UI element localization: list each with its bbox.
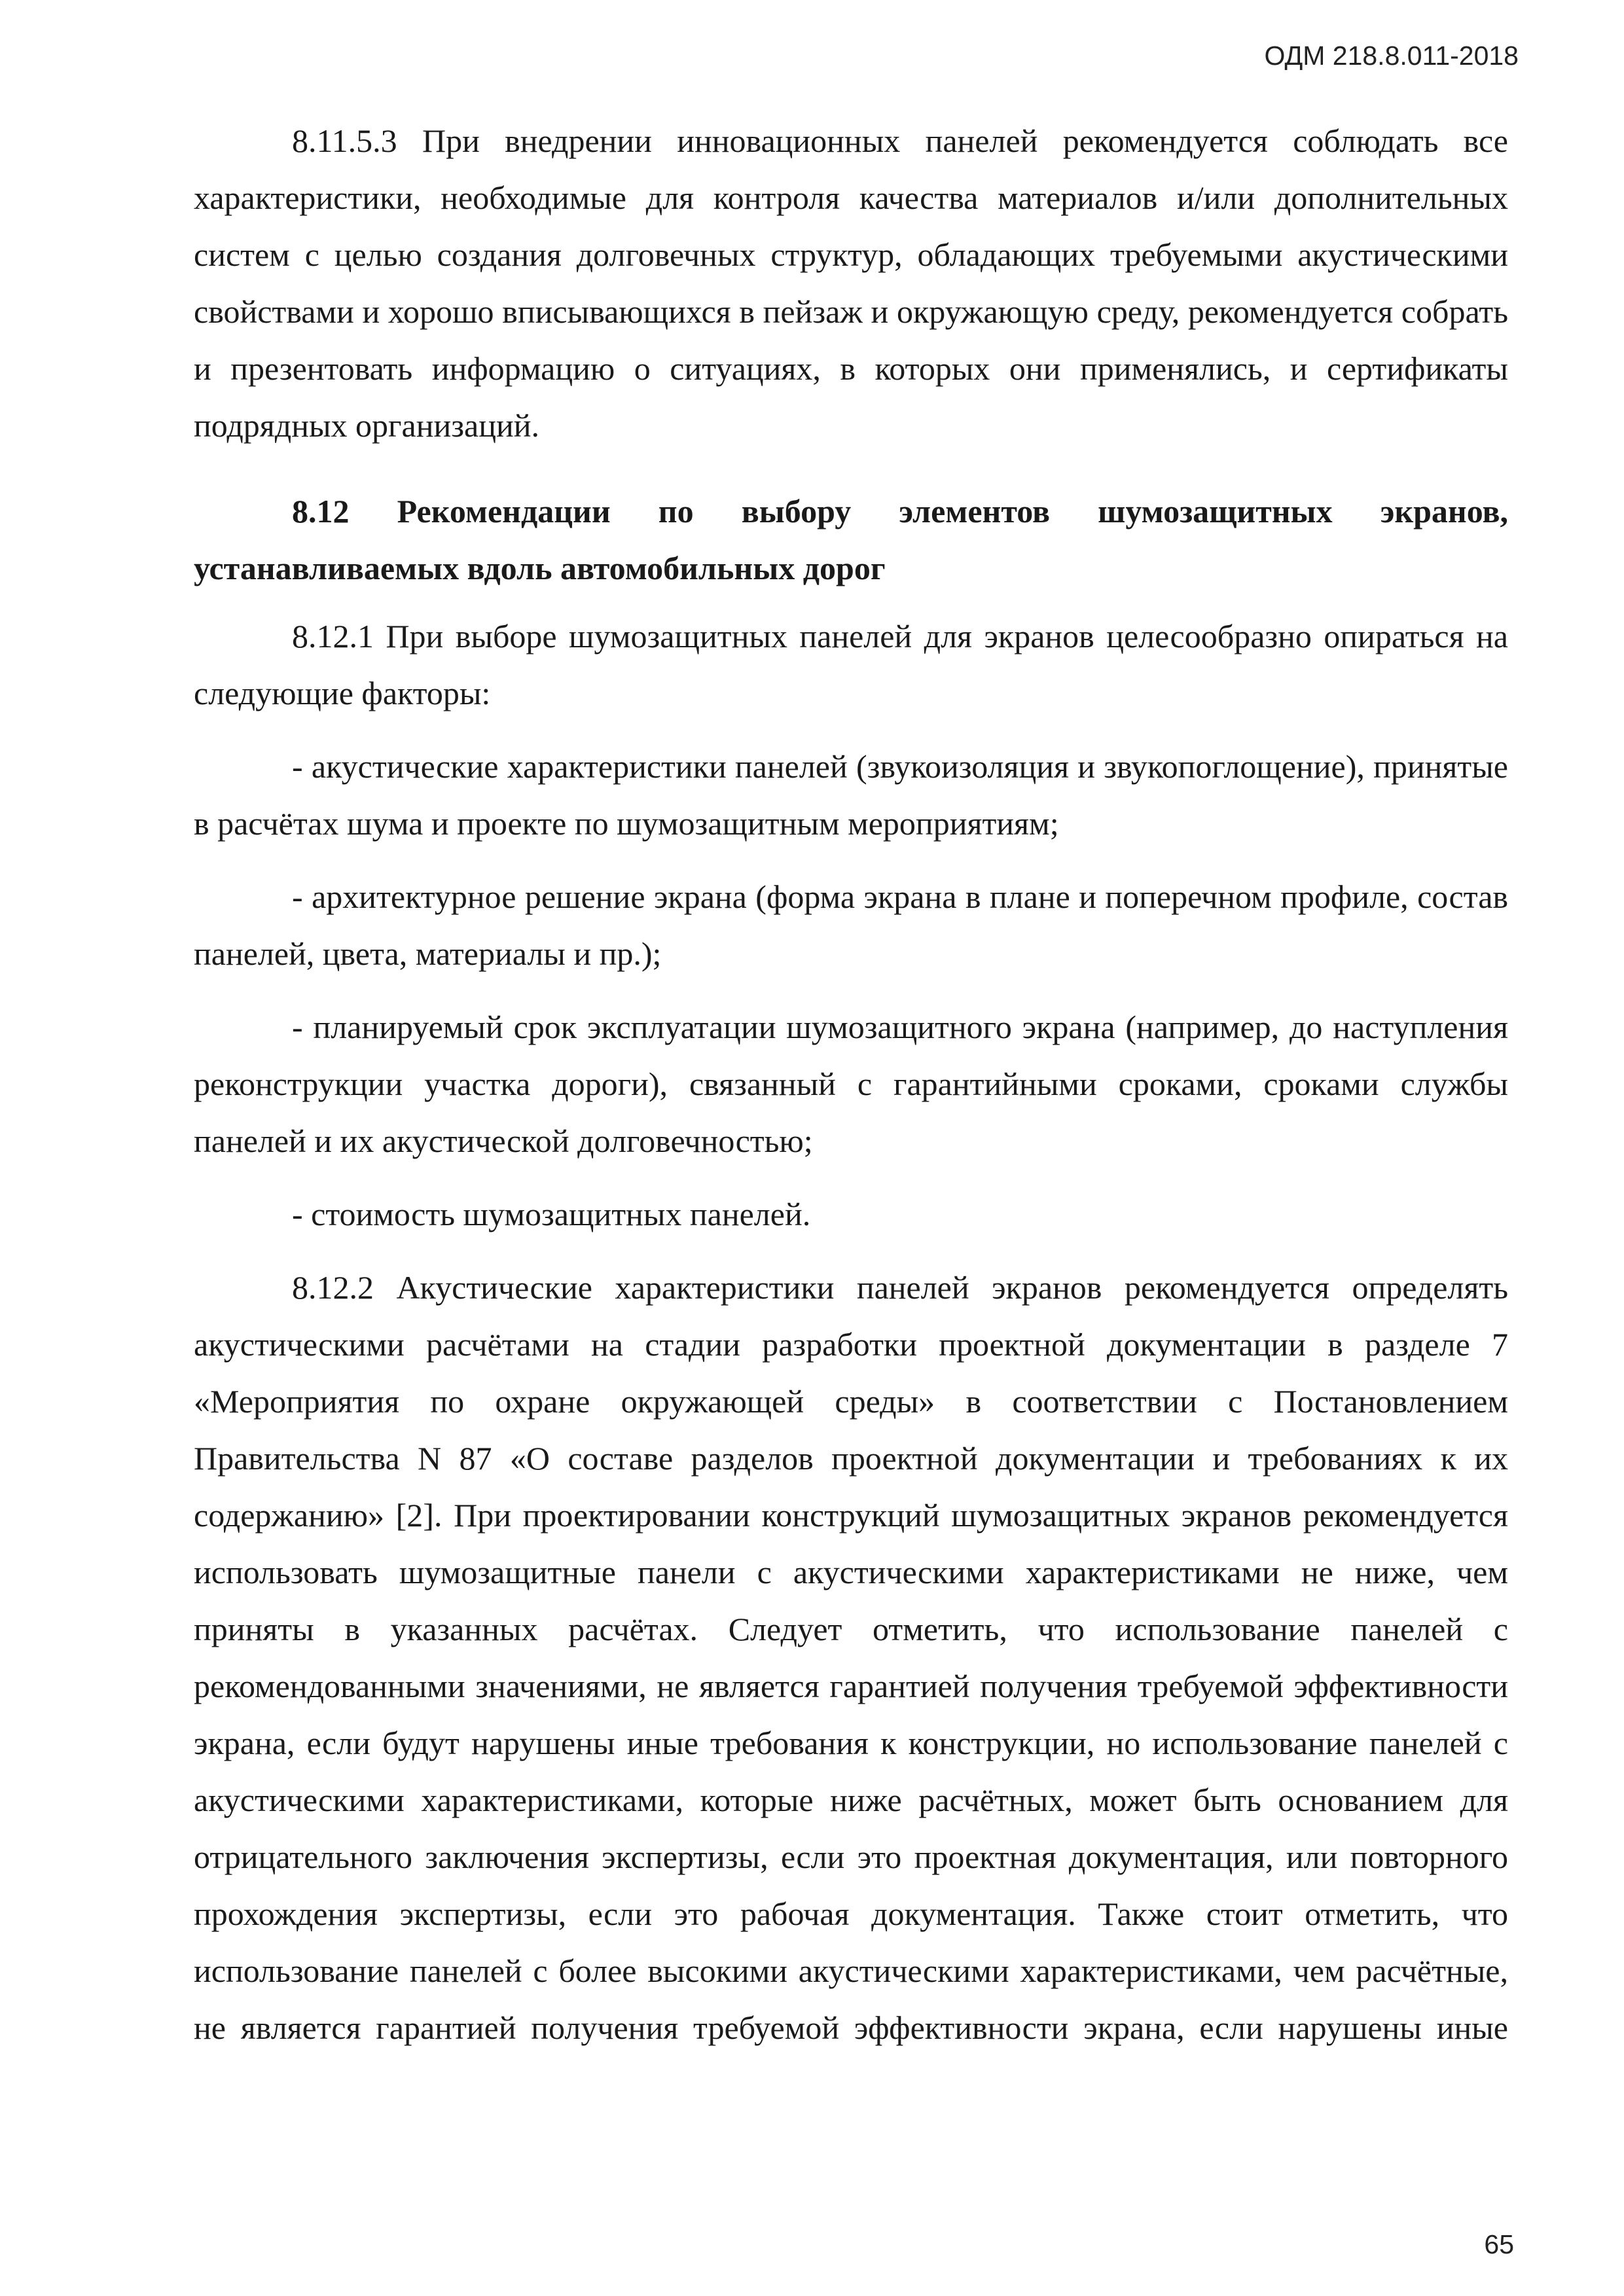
section-heading-8-12: 8.12 Рекомендации по выбору элементов шумозащитных экранов, устанавливаемых вдоль автомобильных дорог bbox=[194, 493, 1508, 586]
list-item: - планируемый срок эксплуатации шумозащитного экрана (например, до наступления реконструкции участка дороги), связанный с гарантийными сроками, сроками службы панелей и их акустической долговечностью; bbox=[194, 1009, 1508, 1159]
document-code-header: ОДМ 218.8.011-2018 bbox=[1264, 41, 1519, 71]
list-item: - архитектурное решение экрана (форма экрана в плане и поперечном профиле, состав панелей, цвета, материалы и пр.); bbox=[194, 878, 1508, 972]
paragraph-8-12-2: 8.12.2 Акустические характеристики панелей экранов рекомендуется определять акустическими расчётами на стадии разработки проектной документации в разделе 7 «Мероприятия по охране окружающей среды» в соответствии с Постановлением Правительства N 87 «О составе разделов проектной документации и требованиях к их содержанию» [2]. При проектировании конструкций шумозащитных экранов рекомендуется использовать шумозащитные панели с акустическими характеристиками не ниже, чем приняты в указанных расчётах. Следует отметить, что использование панелей с рекомендованными значениями, не является гарантией получения требуемой эффективности экрана, если будут нарушены иные требования к конструкции, но использование панелей с акустическими характеристиками, которые ниже расчётных, может быть основанием для отрицательного заключения экспертизы, если это проектная документация, или повторного прохождения экспертизы, если это рабочая документация. Также стоит отметить, что использование панелей с более высокими акустическими характеристиками, чем расчётные, не является гарантией получения требуемой эффективности экрана, если нарушены иные bbox=[194, 1269, 1508, 2046]
list-item: - стоимость шумозащитных панелей. bbox=[292, 1196, 811, 1232]
paragraph-8-11-5-3: 8.11.5.3 При внедрении инновационных панелей рекомендуется соблюдать все характеристики, необходимые для контроля качества материалов и/или дополнительных систем с целью создания долговечных структур, обладающих требуемыми акустическими свойствами и хорошо вписывающихся в пейзаж и окружающую среду, рекомендуется собрать и презентовать информацию о ситуациях, в которых они применялись, и сертификаты подрядных организаций. bbox=[194, 122, 1508, 444]
page-body bbox=[194, 113, 1508, 2056]
page-number: 65 bbox=[1484, 2229, 1514, 2259]
list-item: - акустические характеристики панелей (звукоизоляция и звукопоглощение), принятые в расчётах шума и проекте по шумозащитным мероприятиям; bbox=[194, 748, 1508, 842]
paragraph-8-12-1: 8.12.1 При выборе шумозащитных панелей для экранов целесообразно опираться на следующие факторы: bbox=[194, 618, 1508, 711]
